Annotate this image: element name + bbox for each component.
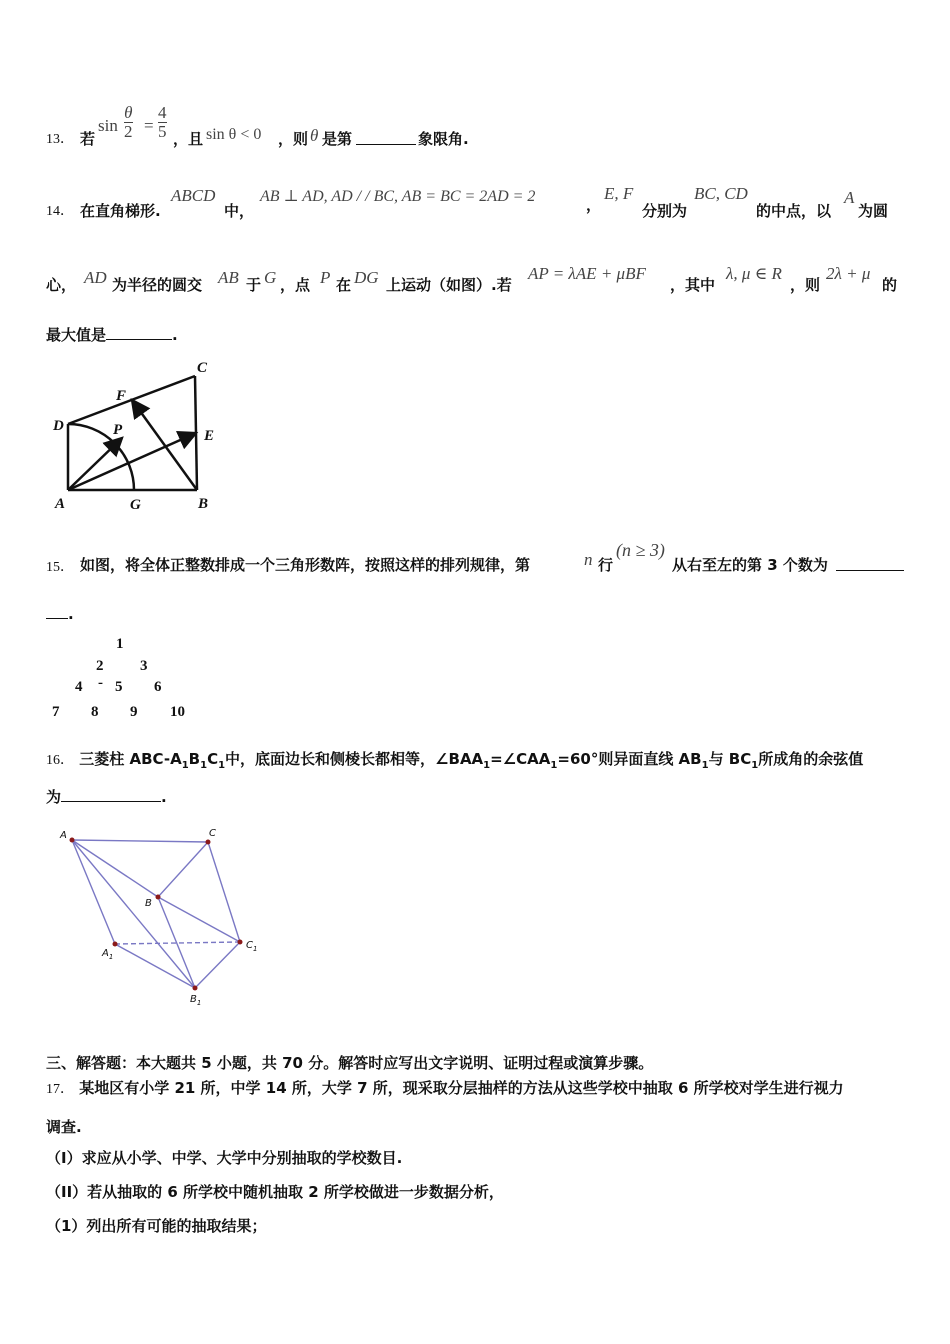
q16-sub: 1 — [181, 760, 189, 771]
q16-number: 16． — [46, 753, 74, 768]
tri-10: 10 — [170, 704, 185, 720]
q16-prism: 三菱柱 ABC-A — [79, 750, 182, 768]
q14-line1 — [46, 180, 906, 220]
edge-ac — [72, 840, 208, 842]
q14-max-text: 最大值是 — [46, 326, 107, 344]
q14-l2-e: 在 — [336, 276, 352, 294]
label-c: C — [209, 828, 216, 839]
vector-bf — [132, 400, 197, 490]
q14-lambda-mu: λ, μ ∈ R — [726, 264, 782, 283]
q15-line2 — [46, 604, 74, 623]
q14-condition: AB ⊥ AD, AD / / BC, AB = BC = 2AD = 2 — [260, 188, 536, 205]
q16-line-ab1: =60°则异面直线 AB — [557, 750, 702, 768]
q16-sub: 1 — [751, 760, 759, 771]
section-3-heading: 三、解答题：本大题共 5 小题，共 70 分。解答时应写出文字说明、证明过程或演算步骤。 — [46, 1054, 654, 1072]
point-b1 — [193, 986, 198, 991]
q15-line1 — [46, 538, 906, 578]
q15-end: . — [68, 605, 74, 623]
q16-line1 — [46, 748, 863, 771]
point-a — [70, 838, 75, 843]
q14-dg: DG — [354, 268, 379, 287]
q14-l2-d: ，点 — [280, 276, 311, 294]
q16-answer-blank — [61, 787, 161, 802]
q15-n: n — [584, 550, 593, 569]
q13-answer-blank — [356, 128, 416, 145]
q16-sub: 1 — [218, 760, 226, 771]
q16-line2 — [46, 786, 167, 807]
label-c: C — [197, 360, 208, 376]
q16-sub: 1 — [550, 760, 558, 771]
label-f: F — [116, 388, 127, 404]
q14-text-c: ， — [586, 196, 602, 214]
q14-a: A — [844, 188, 855, 207]
q14-text-d: 分别为 — [642, 202, 688, 220]
tri-2: 2 — [96, 658, 104, 674]
tri-1: 1 — [116, 636, 124, 652]
q13-eq: = — [144, 116, 154, 135]
q16-sub: 1 — [200, 760, 208, 771]
q15-answer-blank — [836, 556, 904, 571]
tri-7: 7 — [52, 704, 60, 720]
q14-ad: AD — [84, 268, 107, 287]
q17-part2-1: （1）列出所有可能的抽取结果； — [46, 1217, 267, 1235]
label-e: E — [204, 428, 215, 444]
q13-fraction-theta: $\frac{\theta}{2}$ — [124, 103, 133, 141]
label-c1: $C_1$ — [246, 940, 258, 953]
q13-post: 是第 — [322, 130, 353, 148]
q15-row: 行 — [598, 556, 614, 574]
tri-4: 4 — [75, 679, 83, 695]
q14-ab: AB — [218, 268, 239, 287]
q13-sin: sin — [98, 116, 118, 135]
q17-part1: （I）求应从小学、中学、大学中分别抽取的学校数目. — [46, 1149, 403, 1167]
label-g: G — [130, 497, 141, 513]
q14-abcd: ABCD — [171, 186, 216, 205]
q14-text-a: 在直角梯形. — [80, 202, 161, 220]
q17-line2: 调查. — [46, 1118, 82, 1136]
q14-line2 — [46, 256, 906, 296]
q13-ineq: sin θ < 0 — [206, 126, 262, 143]
q17-part2: （II）若从抽取的 6 所学校中随机抽取 2 所学校做进一步数据分析， — [46, 1183, 504, 1201]
q15-text2: 从右至左的第 3 个数为 — [672, 556, 828, 574]
q14-line3 — [46, 324, 178, 345]
edge-b1c1 — [195, 942, 240, 988]
q17-text1: 某地区有小学 21 所，中学 14 所，大学 7 所，现采取分层抽样的方法从这些学校中抽取 6 所学校对学生进行视力 — [79, 1079, 844, 1097]
q14-l2-g: ，其中 — [670, 276, 716, 294]
q17-number: 17． — [46, 1082, 74, 1097]
q14-l2-b: 为半径的圆交 — [112, 276, 203, 294]
q14-l2-a: 心， — [46, 276, 77, 294]
edge-cb — [158, 842, 208, 897]
label-a: A — [60, 830, 67, 841]
q14-text-b: 中， — [224, 202, 255, 220]
q13-comma: ，且 — [173, 130, 204, 148]
line-ab1 — [72, 840, 195, 988]
q16-wei: 为 — [46, 788, 62, 806]
q15-answer-blank-cont — [46, 604, 68, 619]
label-b1: $B_1$ — [190, 994, 202, 1007]
q14-vector-eq: AP = λAE + μBF — [528, 264, 646, 283]
label-d: D — [53, 418, 64, 434]
q13-pre: 若 — [80, 130, 96, 148]
q13-end: 象限角. — [418, 130, 469, 148]
q15-cond: (n ≥ 3) — [616, 540, 665, 560]
q16-b: B — [188, 750, 201, 768]
vector-ap — [68, 438, 122, 490]
q14-end: . — [172, 326, 178, 344]
tri-dash: - — [98, 675, 103, 691]
q16-desc: 中，底面边长和侧棱长都相等， — [225, 750, 436, 768]
q16-line-bc1: 与 BC — [708, 750, 752, 768]
tri-3: 3 — [140, 658, 148, 674]
label-p: P — [113, 422, 123, 438]
q16-sub: 1 — [483, 760, 491, 771]
q14-text-f: 为圆 — [858, 202, 889, 220]
q14-l2-f: 上运动（如图）.若 — [386, 276, 512, 294]
tri-8: 8 — [91, 704, 99, 720]
q16-end: . — [161, 788, 167, 806]
tri-6: 6 — [154, 679, 162, 695]
q13-number: 13． — [46, 132, 74, 147]
q14-l2-h: ，则 — [790, 276, 821, 294]
q14-expr: 2λ + μ — [826, 264, 871, 283]
q14-l2-i: 的 — [882, 276, 898, 294]
point-b — [156, 895, 161, 900]
edge-a1b1 — [115, 944, 195, 988]
q16-sub: 1 — [701, 760, 709, 771]
label-a: A — [55, 496, 66, 512]
q14-text-e: 的中点，以 — [756, 202, 832, 220]
number-triangle — [0, 630, 240, 725]
label-a1: $A_1$ — [102, 948, 114, 961]
q14-p: P — [320, 268, 331, 287]
q14-trapezoid-figure — [40, 352, 240, 517]
q14-l2-c: 于 — [246, 276, 262, 294]
edge-ab — [72, 840, 158, 897]
tri-9: 9 — [130, 704, 138, 720]
point-c1 — [238, 940, 243, 945]
point-a1 — [113, 942, 118, 947]
q16-eq: = — [490, 750, 503, 768]
q15-number: 15． — [46, 560, 74, 575]
label-b: B — [145, 898, 152, 909]
edge-aa1 — [72, 840, 115, 944]
q14-answer-blank — [106, 325, 172, 340]
q14-ef: E, F — [604, 184, 634, 203]
q14-g: G — [264, 268, 277, 287]
q17-line1 — [46, 1077, 844, 1098]
q13-fraction-45: $\frac{4}{5}$ — [158, 103, 167, 141]
label-b: B — [198, 496, 209, 512]
q13-mid: ，则 — [278, 130, 309, 148]
q14-bccd: BC, CD — [694, 184, 748, 203]
q13-theta: θ — [310, 126, 319, 145]
q16-prism-figure — [50, 822, 280, 1012]
point-c — [206, 840, 211, 845]
q16-c: C — [207, 750, 219, 768]
tri-5: 5 — [115, 679, 123, 695]
q16-angle2: ∠CAA — [502, 750, 551, 768]
q15-text: 如图，将全体正整数排成一个三角形数阵，按照这样的排列规律，第 — [80, 556, 531, 574]
q14-number: 14． — [46, 204, 74, 219]
q16-cos: 所成角的余弦值 — [758, 750, 864, 768]
q16-angle1: ∠BAA — [435, 750, 484, 768]
side-cd — [68, 376, 195, 424]
